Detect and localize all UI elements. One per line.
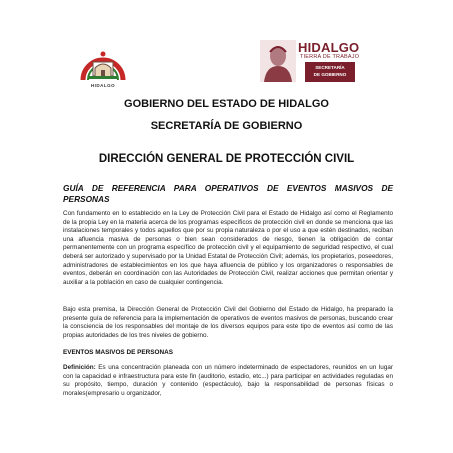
heading-secretaria: SECRETARÍA DE GOBIERNO bbox=[150, 120, 303, 132]
logo-subtitle: TIERRA DE TRABAJO bbox=[300, 54, 360, 60]
logo-box-line2: DE GOBIERNO bbox=[313, 71, 347, 77]
heading-gobierno: GOBIERNO DEL ESTADO DE HIDALGO bbox=[124, 98, 329, 110]
hidalgo-seal-logo bbox=[79, 40, 127, 82]
paragraph-fundamento: Con fundamento en lo establecido en la Ley de Protección Civil para el Estado de Hidalgo así como el Reglamento de la propia Ley en la materia acerca de los programas específicos de protección civil en donde se menciona que las instalaciones temporales y todos aquellos que por su propia naturaleza o por el uso a que estén destinados, reciban una afluencia masiva de personas o bien sean considerados de riesgo, tienen la obligación de contar permanentemente con un programa específico de protección civil y el equipamiento de seguridad respectivo, el cual deberá ser autorizado y supervisado por la Unidad Estatal de Protección Civil; además, los propietarios, poseedores, administradores de establecimientos en los que haya afluencia de público y los organizadores o responsables de eventos, deberán en coordinación con las Autoridades de Protección Civil, realizar acciones que permitan orientar y auxiliar a la población en caso de cualquier contingencia. bbox=[63, 210, 393, 286]
logo-box-line1: SECRETARÍA bbox=[315, 65, 345, 70]
paragraph-definicion bbox=[63, 364, 393, 398]
seal-caption: HIDALGO bbox=[90, 83, 116, 88]
heading-direccion: DIRECCIÓN GENERAL DE PROTECCIÓN CIVIL bbox=[98, 153, 355, 165]
section-heading-eventos: EVENTOS MASIVOS DE PERSONAS bbox=[63, 349, 173, 356]
portrait-icon bbox=[260, 40, 296, 82]
definition-text: Es una concentración planeada con un número indeterminado de espectadores, reunidos en un lugar con la capacidad e infraestructura para este fin (auditorio, estadio, etc...) para participar en actividades reguladas en su propósito, tiempo, duración y contenido (espectáculo), bajo la responsabilidad de personas físicas o morales(empresario u organizador, bbox=[63, 364, 393, 397]
logo-secretaria-box bbox=[305, 62, 355, 82]
paragraph-premisa: Bajo esta premisa, la Dirección General de Protección Civil del Gobierno del Estado de Hidalgo, ha preparado la presente guía de referencia para la implementación de operativos de eventos masivos de personas, buscando crear la consciencia de los responsables del montaje de los diversos equipos para este tipo de eventos así como de las propias autoridades de los tres niveles de gobierno. bbox=[63, 306, 393, 339]
hidalgo-secretaria-logo bbox=[260, 40, 380, 82]
guide-title: GUÍA DE REFERENCIA PARA OPERATIVOS DE EVENTOS MASIVOS DE PERSONAS bbox=[63, 183, 393, 204]
definition-label: Definición: bbox=[63, 364, 96, 371]
logo-title: HIDALGO bbox=[298, 40, 360, 55]
